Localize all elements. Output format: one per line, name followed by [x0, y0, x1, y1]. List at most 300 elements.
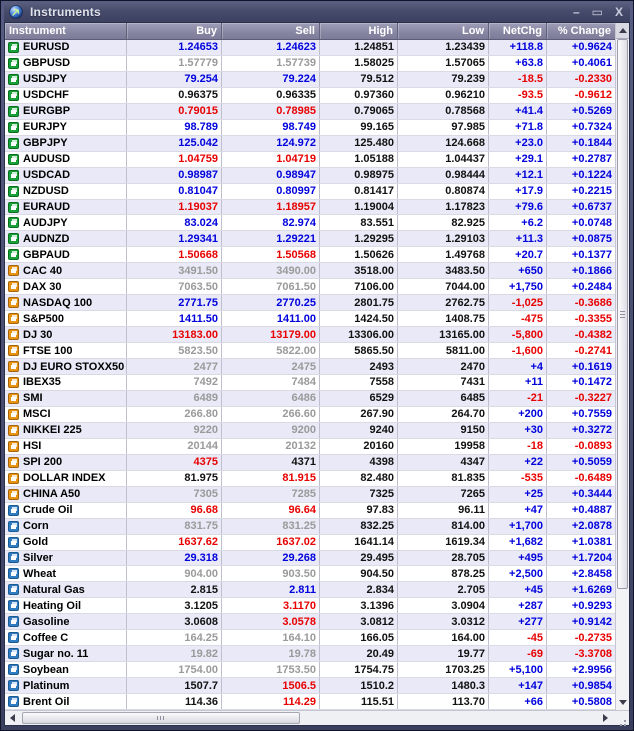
table-row[interactable]: [5, 168, 615, 184]
table-row[interactable]: [5, 120, 615, 136]
high-price[interactable]: 1.19004: [320, 200, 398, 215]
percent-change[interactable]: +0.1224: [571, 169, 612, 182]
net-change[interactable]: +23.0: [489, 136, 547, 151]
sell-price[interactable]: 2770.25: [222, 295, 320, 310]
net-change[interactable]: +63.8: [489, 56, 547, 71]
percent-change[interactable]: +0.7559: [571, 408, 612, 421]
net-change[interactable]: +66: [489, 694, 547, 709]
low-price[interactable]: 6485: [398, 391, 489, 406]
net-change[interactable]: -18: [489, 439, 547, 454]
high-price[interactable]: 2493: [320, 359, 398, 374]
high-price[interactable]: 1.50626: [320, 247, 398, 262]
buy-price[interactable]: 164.25: [127, 630, 222, 645]
high-price[interactable]: 9240: [320, 423, 398, 438]
buy-price[interactable]: 266.80: [127, 407, 222, 422]
sell-price[interactable]: 1411.00: [222, 311, 320, 326]
sell-price[interactable]: 7061.50: [222, 279, 320, 294]
buy-price[interactable]: 125.042: [127, 136, 222, 151]
low-price[interactable]: 7265: [398, 487, 489, 502]
low-price[interactable]: 7431: [398, 375, 489, 390]
sell-price[interactable]: 1.24623: [222, 40, 320, 55]
percent-change[interactable]: -0.3227: [574, 392, 612, 405]
net-change[interactable]: -535: [489, 471, 547, 486]
net-change[interactable]: -1,025: [489, 295, 547, 310]
high-price[interactable]: 29.495: [320, 551, 398, 566]
sell-price[interactable]: 7285: [222, 487, 320, 502]
horizontal-scrollbar-thumb[interactable]: [22, 712, 300, 724]
net-change[interactable]: +30: [489, 423, 547, 438]
buy-price[interactable]: 114.36: [127, 694, 222, 709]
high-price[interactable]: 1424.50: [320, 311, 398, 326]
vertical-scrollbar-track[interactable]: [616, 39, 629, 694]
sell-price[interactable]: 0.96335: [222, 88, 320, 103]
sell-price[interactable]: 79.224: [222, 72, 320, 87]
net-change[interactable]: -1,600: [489, 343, 547, 358]
buy-price[interactable]: 0.98987: [127, 168, 222, 183]
sell-price[interactable]: 831.25: [222, 519, 320, 534]
buy-price[interactable]: 7063.50: [127, 279, 222, 294]
net-change[interactable]: +287: [489, 598, 547, 613]
high-price[interactable]: 79.512: [320, 72, 398, 87]
sell-price[interactable]: 6486: [222, 391, 320, 406]
low-price[interactable]: 878.25: [398, 566, 489, 581]
sell-price[interactable]: 1.04719: [222, 152, 320, 167]
sell-price[interactable]: 903.50: [222, 566, 320, 581]
column-header-name[interactable]: Instrument: [5, 23, 127, 39]
sell-price[interactable]: 9200: [222, 423, 320, 438]
buy-price[interactable]: 1.19037: [127, 200, 222, 215]
sell-price[interactable]: 20132: [222, 439, 320, 454]
table-row[interactable]: [5, 487, 615, 503]
net-change[interactable]: +6.2: [489, 215, 547, 230]
net-change[interactable]: +495: [489, 551, 547, 566]
high-price[interactable]: 20160: [320, 439, 398, 454]
high-price[interactable]: 0.98975: [320, 168, 398, 183]
high-price[interactable]: 7325: [320, 487, 398, 502]
buy-price[interactable]: 29.318: [127, 551, 222, 566]
column-header-low[interactable]: Low: [398, 23, 489, 39]
percent-change[interactable]: +0.9854: [571, 679, 612, 692]
buy-price[interactable]: 1411.50: [127, 311, 222, 326]
low-price[interactable]: 2762.75: [398, 295, 489, 310]
sell-price[interactable]: 1.29221: [222, 231, 320, 246]
buy-price[interactable]: 83.024: [127, 215, 222, 230]
table-row[interactable]: [5, 343, 615, 359]
table-row[interactable]: [5, 104, 615, 120]
table-row[interactable]: [5, 295, 615, 311]
low-price[interactable]: 7044.00: [398, 279, 489, 294]
sell-price[interactable]: 0.80997: [222, 184, 320, 199]
sell-price[interactable]: 82.974: [222, 215, 320, 230]
percent-change[interactable]: -0.9612: [574, 89, 612, 102]
low-price[interactable]: 264.70: [398, 407, 489, 422]
low-price[interactable]: 28.705: [398, 551, 489, 566]
net-change[interactable]: +47: [489, 503, 547, 518]
vertical-scrollbar[interactable]: [615, 23, 629, 710]
table-row[interactable]: [5, 694, 615, 710]
low-price[interactable]: 113.70: [398, 694, 489, 709]
net-change[interactable]: +22: [489, 455, 547, 470]
high-price[interactable]: 99.165: [320, 120, 398, 135]
sell-price[interactable]: 164.10: [222, 630, 320, 645]
low-price[interactable]: 2470: [398, 359, 489, 374]
high-price[interactable]: 82.480: [320, 471, 398, 486]
net-change[interactable]: +79.6: [489, 200, 547, 215]
table-row[interactable]: [5, 231, 615, 247]
sell-price[interactable]: 96.64: [222, 503, 320, 518]
buy-price[interactable]: 20144: [127, 439, 222, 454]
percent-change[interactable]: -0.4382: [574, 328, 612, 341]
percent-change[interactable]: +0.2787: [571, 153, 612, 166]
high-price[interactable]: 1641.14: [320, 535, 398, 550]
percent-change[interactable]: +1.6269: [571, 583, 612, 596]
percent-change[interactable]: +0.4061: [571, 57, 612, 70]
high-price[interactable]: 832.25: [320, 519, 398, 534]
table-row[interactable]: [5, 136, 615, 152]
scroll-up-button[interactable]: [616, 23, 629, 39]
buy-price[interactable]: 96.68: [127, 503, 222, 518]
low-price[interactable]: 5811.00: [398, 343, 489, 358]
high-price[interactable]: 904.50: [320, 566, 398, 581]
table-row[interactable]: [5, 678, 615, 694]
low-price[interactable]: 814.00: [398, 519, 489, 534]
buy-price[interactable]: 1637.62: [127, 535, 222, 550]
sell-price[interactable]: 29.268: [222, 551, 320, 566]
net-change[interactable]: +2,500: [489, 566, 547, 581]
percent-change[interactable]: +0.7324: [571, 121, 612, 134]
table-row[interactable]: [5, 646, 615, 662]
percent-change[interactable]: +0.9142: [571, 615, 612, 628]
percent-change[interactable]: +0.1866: [571, 264, 612, 277]
buy-price[interactable]: 3.0608: [127, 614, 222, 629]
low-price[interactable]: 3.0312: [398, 614, 489, 629]
maximize-button[interactable]: ▭: [591, 5, 603, 19]
table-row[interactable]: [5, 247, 615, 263]
sell-price[interactable]: 1.57739: [222, 56, 320, 71]
buy-price[interactable]: 1.50668: [127, 247, 222, 262]
column-header-sell[interactable]: Sell: [222, 23, 320, 39]
sell-price[interactable]: 0.78985: [222, 104, 320, 119]
table-row[interactable]: [5, 630, 615, 646]
percent-change[interactable]: -0.3355: [574, 312, 612, 325]
buy-price[interactable]: 1754.00: [127, 662, 222, 677]
sell-price[interactable]: 5822.00: [222, 343, 320, 358]
buy-price[interactable]: 1.24653: [127, 40, 222, 55]
low-price[interactable]: 82.925: [398, 215, 489, 230]
table-row[interactable]: [5, 535, 615, 551]
sell-price[interactable]: 2475: [222, 359, 320, 374]
net-change[interactable]: -5,800: [489, 327, 547, 342]
low-price[interactable]: 164.00: [398, 630, 489, 645]
net-change[interactable]: +12.1: [489, 168, 547, 183]
scroll-down-button[interactable]: [616, 694, 629, 710]
low-price[interactable]: 4347: [398, 455, 489, 470]
percent-change[interactable]: +0.0875: [571, 232, 612, 245]
sell-price[interactable]: 19.78: [222, 646, 320, 661]
percent-change[interactable]: -0.6489: [574, 472, 612, 485]
net-change[interactable]: -18.5: [489, 72, 547, 87]
table-row[interactable]: [5, 215, 615, 231]
table-row[interactable]: [5, 327, 615, 343]
sell-price[interactable]: 1.18957: [222, 200, 320, 215]
high-price[interactable]: 115.51: [320, 694, 398, 709]
low-price[interactable]: 19.77: [398, 646, 489, 661]
table-row[interactable]: [5, 503, 615, 519]
buy-price[interactable]: 0.81047: [127, 184, 222, 199]
table-row[interactable]: [5, 200, 615, 216]
sell-price[interactable]: 81.915: [222, 471, 320, 486]
high-price[interactable]: 2.834: [320, 582, 398, 597]
low-price[interactable]: 3483.50: [398, 263, 489, 278]
net-change[interactable]: +45: [489, 582, 547, 597]
resize-grip[interactable]: [612, 711, 629, 725]
sell-price[interactable]: 1.50568: [222, 247, 320, 262]
net-change[interactable]: +200: [489, 407, 547, 422]
net-change[interactable]: -45: [489, 630, 547, 645]
low-price[interactable]: 96.11: [398, 503, 489, 518]
percent-change[interactable]: +0.1844: [571, 137, 612, 150]
low-price[interactable]: 0.98444: [398, 168, 489, 183]
low-price[interactable]: 1408.75: [398, 311, 489, 326]
table-row[interactable]: [5, 519, 615, 535]
table-row[interactable]: [5, 407, 615, 423]
table-row[interactable]: [5, 566, 615, 582]
high-price[interactable]: 1754.75: [320, 662, 398, 677]
low-price[interactable]: 1.49768: [398, 247, 489, 262]
sell-price[interactable]: 3.0578: [222, 614, 320, 629]
buy-price[interactable]: 7305: [127, 487, 222, 502]
percent-change[interactable]: +0.6737: [571, 201, 612, 213]
buy-price[interactable]: 1.04759: [127, 152, 222, 167]
sell-price[interactable]: 124.972: [222, 136, 320, 151]
sell-price[interactable]: 13179.00: [222, 327, 320, 342]
net-change[interactable]: +118.8: [489, 40, 547, 55]
buy-price[interactable]: 79.254: [127, 72, 222, 87]
net-change[interactable]: -475: [489, 311, 547, 326]
buy-price[interactable]: 98.789: [127, 120, 222, 135]
net-change[interactable]: -21: [489, 391, 547, 406]
sell-price[interactable]: 266.60: [222, 407, 320, 422]
table-row[interactable]: [5, 263, 615, 279]
buy-price[interactable]: 831.75: [127, 519, 222, 534]
net-change[interactable]: -69: [489, 646, 547, 661]
net-change[interactable]: +1,682: [489, 535, 547, 550]
net-change[interactable]: +5,100: [489, 662, 547, 677]
table-row[interactable]: [5, 375, 615, 391]
percent-change[interactable]: +2.9956: [571, 663, 612, 676]
table-row[interactable]: [5, 40, 615, 56]
percent-change[interactable]: +1.7204: [571, 551, 612, 564]
low-price[interactable]: 81.835: [398, 471, 489, 486]
column-header-net[interactable]: NetChg: [489, 23, 547, 39]
sell-price[interactable]: 1506.5: [222, 678, 320, 693]
column-header-pct[interactable]: % Change: [547, 23, 615, 39]
buy-price[interactable]: 19.82: [127, 646, 222, 661]
net-change[interactable]: -93.5: [489, 88, 547, 103]
percent-change[interactable]: +0.5808: [571, 695, 612, 708]
buy-price[interactable]: 0.79015: [127, 104, 222, 119]
buy-price[interactable]: 7492: [127, 375, 222, 390]
net-change[interactable]: +650: [489, 263, 547, 278]
sell-price[interactable]: 2.811: [222, 582, 320, 597]
table-row[interactable]: [5, 279, 615, 295]
table-row[interactable]: [5, 88, 615, 104]
buy-price[interactable]: 2771.75: [127, 295, 222, 310]
sell-price[interactable]: 4371: [222, 455, 320, 470]
horizontal-scrollbar[interactable]: [5, 710, 629, 725]
high-price[interactable]: 6529: [320, 391, 398, 406]
table-row[interactable]: [5, 582, 615, 598]
net-change[interactable]: +71.8: [489, 120, 547, 135]
low-price[interactable]: 1.29103: [398, 231, 489, 246]
buy-price[interactable]: 1.29341: [127, 231, 222, 246]
scroll-left-button[interactable]: [5, 711, 19, 725]
percent-change[interactable]: -0.3686: [574, 296, 612, 309]
low-price[interactable]: 2.705: [398, 582, 489, 597]
minimize-button[interactable]: –: [572, 5, 580, 19]
high-price[interactable]: 0.79065: [320, 104, 398, 119]
sell-price[interactable]: 1753.50: [222, 662, 320, 677]
percent-change[interactable]: +0.5269: [571, 105, 612, 118]
percent-change[interactable]: +0.3272: [571, 424, 612, 437]
percent-change[interactable]: +0.1472: [571, 376, 612, 389]
buy-price[interactable]: 1.57779: [127, 56, 222, 71]
percent-change[interactable]: -3.3708: [574, 647, 612, 660]
low-price[interactable]: 1.04437: [398, 152, 489, 167]
percent-change[interactable]: +0.0748: [571, 216, 612, 229]
high-price[interactable]: 7558: [320, 375, 398, 390]
net-change[interactable]: +41.4: [489, 104, 547, 119]
scroll-right-button[interactable]: [598, 711, 612, 725]
net-change[interactable]: +25: [489, 487, 547, 502]
high-price[interactable]: 3.1396: [320, 598, 398, 613]
table-row[interactable]: [5, 471, 615, 487]
sell-price[interactable]: 0.98947: [222, 168, 320, 183]
table-row[interactable]: [5, 72, 615, 88]
table-row[interactable]: [5, 423, 615, 439]
low-price[interactable]: 97.985: [398, 120, 489, 135]
low-price[interactable]: 0.96210: [398, 88, 489, 103]
buy-price[interactable]: 0.96375: [127, 88, 222, 103]
high-price[interactable]: 0.97360: [320, 88, 398, 103]
net-change[interactable]: +11: [489, 375, 547, 390]
net-change[interactable]: +17.9: [489, 184, 547, 199]
low-price[interactable]: 124.668: [398, 136, 489, 151]
high-price[interactable]: 3518.00: [320, 263, 398, 278]
table-row[interactable]: [5, 551, 615, 567]
buy-price[interactable]: 13183.00: [127, 327, 222, 342]
table-row[interactable]: [5, 184, 615, 200]
close-button[interactable]: X: [614, 5, 623, 19]
buy-price[interactable]: 5823.50: [127, 343, 222, 358]
title-bar[interactable]: [4, 2, 630, 22]
net-change[interactable]: +20.7: [489, 247, 547, 262]
high-price[interactable]: 97.83: [320, 503, 398, 518]
buy-price[interactable]: 2.815: [127, 582, 222, 597]
low-price[interactable]: 19958: [398, 439, 489, 454]
horizontal-scrollbar-track[interactable]: [19, 711, 598, 725]
low-price[interactable]: 1.57065: [398, 56, 489, 71]
buy-price[interactable]: 3.1205: [127, 598, 222, 613]
buy-price[interactable]: 81.975: [127, 471, 222, 486]
net-change[interactable]: +4: [489, 359, 547, 374]
percent-change[interactable]: +1.0381: [571, 536, 612, 549]
percent-change[interactable]: +0.1377: [571, 248, 612, 261]
percent-change[interactable]: -0.2330: [574, 73, 612, 86]
table-row[interactable]: [5, 439, 615, 455]
sell-price[interactable]: 114.29: [222, 694, 320, 709]
high-price[interactable]: 20.49: [320, 646, 398, 661]
low-price[interactable]: 0.78568: [398, 104, 489, 119]
percent-change[interactable]: +2.8458: [571, 567, 612, 580]
high-price[interactable]: 83.551: [320, 215, 398, 230]
net-change[interactable]: +1,700: [489, 519, 547, 534]
high-price[interactable]: 1.05188: [320, 152, 398, 167]
percent-change[interactable]: +0.9624: [571, 41, 612, 54]
table-row[interactable]: [5, 614, 615, 630]
column-header-buy[interactable]: Buy: [127, 23, 222, 39]
low-price[interactable]: 3.0904: [398, 598, 489, 613]
buy-price[interactable]: 4375: [127, 455, 222, 470]
high-price[interactable]: 4398: [320, 455, 398, 470]
low-price[interactable]: 1619.34: [398, 535, 489, 550]
high-price[interactable]: 1.58025: [320, 56, 398, 71]
table-row[interactable]: [5, 598, 615, 614]
buy-price[interactable]: 6489: [127, 391, 222, 406]
high-price[interactable]: 1.29295: [320, 231, 398, 246]
buy-price[interactable]: 1507.7: [127, 678, 222, 693]
percent-change[interactable]: +0.5059: [571, 456, 612, 469]
buy-price[interactable]: 9220: [127, 423, 222, 438]
net-change[interactable]: +11.3: [489, 231, 547, 246]
percent-change[interactable]: +0.2215: [571, 185, 612, 198]
percent-change[interactable]: -0.2741: [574, 344, 612, 357]
percent-change[interactable]: -0.2735: [574, 631, 612, 644]
low-price[interactable]: 1.17823: [398, 200, 489, 215]
low-price[interactable]: 9150: [398, 423, 489, 438]
net-change[interactable]: +147: [489, 678, 547, 693]
percent-change[interactable]: +0.9293: [571, 599, 612, 612]
sell-price[interactable]: 3490.00: [222, 263, 320, 278]
net-change[interactable]: +29.1: [489, 152, 547, 167]
percent-change[interactable]: +2.0878: [571, 520, 612, 533]
percent-change[interactable]: +0.4887: [571, 504, 612, 517]
low-price[interactable]: 13165.00: [398, 327, 489, 342]
low-price[interactable]: 1.23439: [398, 40, 489, 55]
high-price[interactable]: 2801.75: [320, 295, 398, 310]
percent-change[interactable]: +0.1619: [571, 360, 612, 373]
low-price[interactable]: 1703.25: [398, 662, 489, 677]
high-price[interactable]: 13306.00: [320, 327, 398, 342]
high-price[interactable]: 7106.00: [320, 279, 398, 294]
low-price[interactable]: 1480.3: [398, 678, 489, 693]
percent-change[interactable]: +0.3444: [571, 488, 612, 501]
table-row[interactable]: [5, 455, 615, 471]
buy-price[interactable]: 2477: [127, 359, 222, 374]
low-price[interactable]: 0.80874: [398, 184, 489, 199]
low-price[interactable]: 79.239: [398, 72, 489, 87]
table-row[interactable]: [5, 359, 615, 375]
vertical-scrollbar-thumb[interactable]: [617, 39, 628, 589]
sell-price[interactable]: 1637.02: [222, 535, 320, 550]
high-price[interactable]: 1510.2: [320, 678, 398, 693]
percent-change[interactable]: +0.2484: [571, 280, 612, 293]
column-header-high[interactable]: High: [320, 23, 398, 39]
buy-price[interactable]: 3491.50: [127, 263, 222, 278]
table-row[interactable]: [5, 152, 615, 168]
table-row[interactable]: [5, 311, 615, 327]
high-price[interactable]: 267.90: [320, 407, 398, 422]
